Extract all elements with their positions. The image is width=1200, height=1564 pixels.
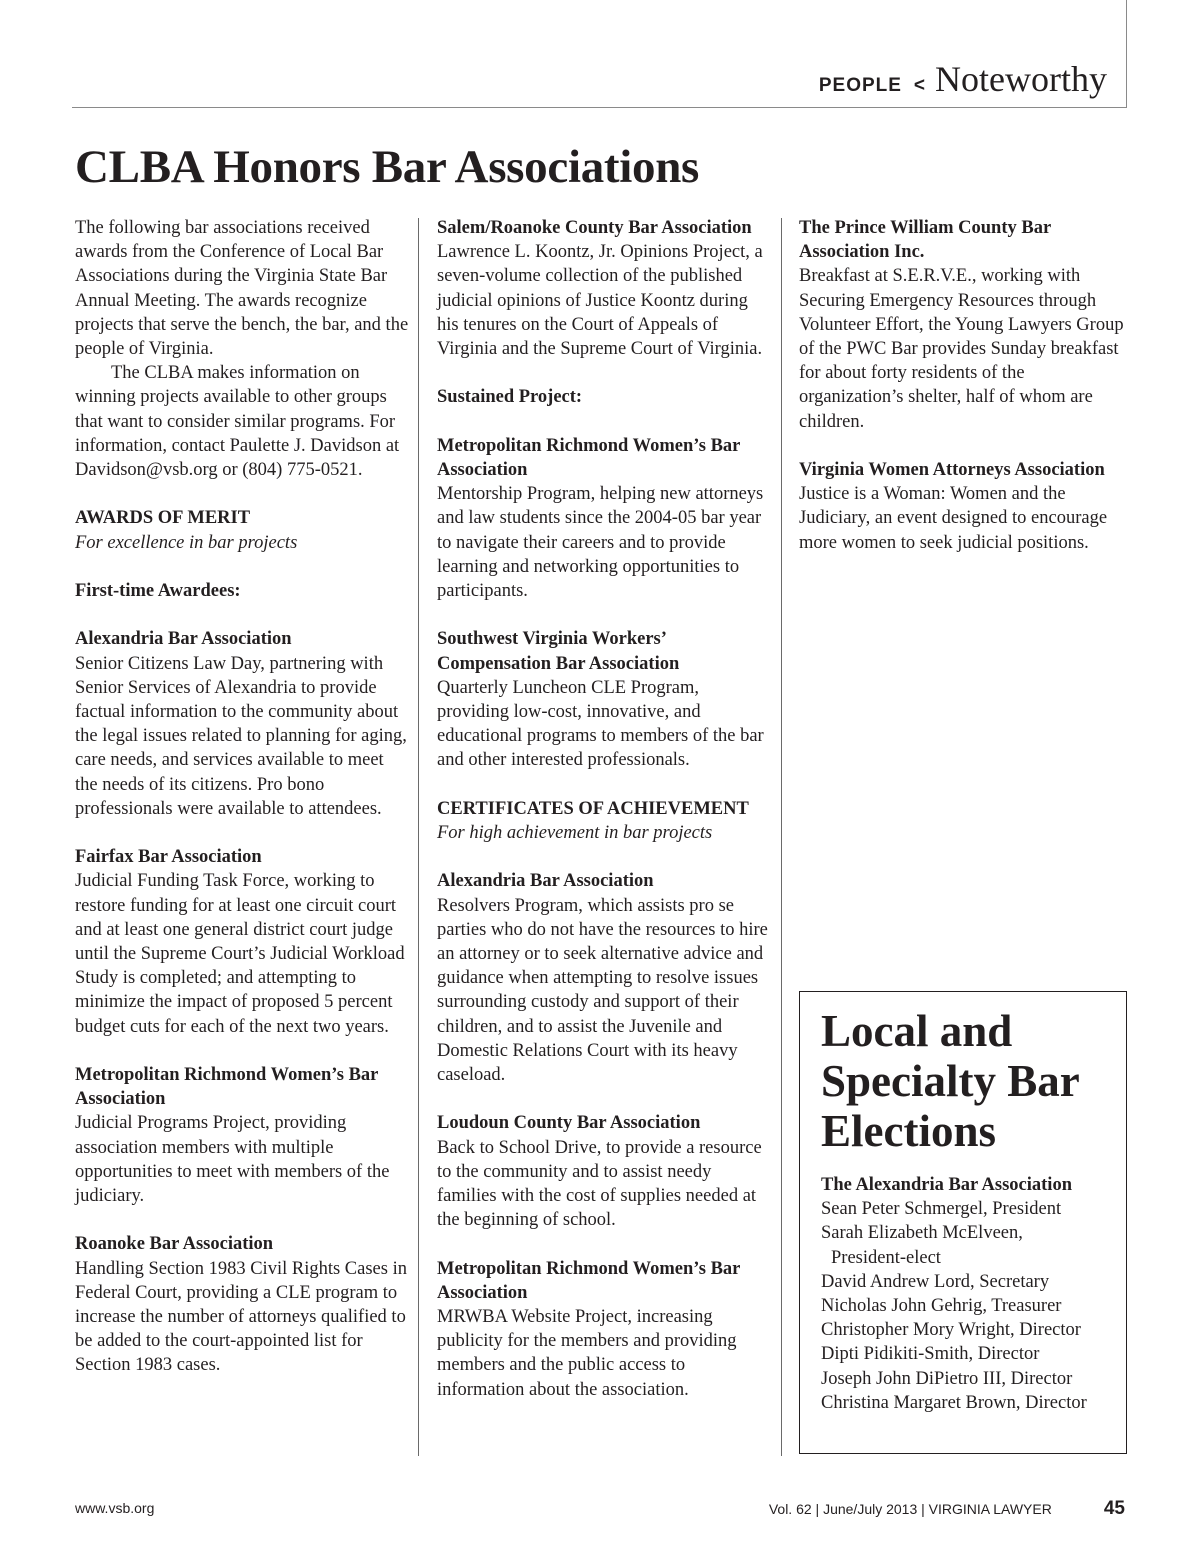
header-side-rule: [1126, 0, 1127, 108]
officer-line: Christina Margaret Brown, Director: [821, 1392, 1087, 1413]
intro-paragraph: The following bar associations received awards from the Conference of Local Bar Associations during the Virginia State Bar Annual Meeting. The awards recognize projects that serve the bench, the bar, and the people of Virginia.: [75, 218, 409, 360]
certificates-heading: CERTIFICATES OF ACHIEVEMENT: [437, 798, 749, 819]
column-divider: [781, 218, 782, 1456]
officer-line: Sean Peter Schmergel, President: [821, 1199, 1062, 1220]
officer-line: Dipti Pidikiti-Smith, Director: [821, 1344, 1040, 1365]
section-label: PEOPLE: [818, 75, 902, 96]
entry-description: Handling Section 1983 Civil Rights Cases in Federal Court, providing a CLE program to increase the number of attorneys qualified to be added to the court-appointed list for Section 1983 cases.: [75, 1258, 407, 1376]
entry-description: MRWBA Website Project, increasing publicity for the members and providing members and the public access to information about the association.: [437, 1307, 737, 1400]
awards-subheading: For excellence in bar projects: [75, 532, 298, 553]
footer-issue-info: [769, 1498, 1125, 1520]
entry-name: Loudoun County Bar Association: [437, 1113, 701, 1134]
entry-name: Virginia Women Attorneys Association: [799, 460, 1105, 481]
entry-description: Justice is a Woman: Women and the Judiciary, an event designed to encourage more women to seek judicial positions.: [799, 484, 1108, 553]
entry-name: Fairfax Bar Association: [75, 847, 262, 868]
entry-description: Quarterly Luncheon CLE Program, providing low-cost, innovative, and educational programs to members of the bar and other interested professionals.: [437, 677, 764, 771]
entry-name: Alexandria Bar Association: [75, 629, 292, 650]
certificates-subheading: For high achievement in bar projects: [437, 823, 713, 844]
officer-line: David Andrew Lord, Secretary: [821, 1271, 1050, 1292]
column-1: [75, 216, 410, 1378]
entry-description: Judicial Funding Task Force, working to restore funding for at least one circuit court and at least one general district court judge until the Supreme Court’s Judicial Workload Study is completed; and attempting to minimize the impact of proposed 5 percent budget cuts for each of the next two years.: [75, 871, 405, 1037]
footer-url: www.vsb.org: [75, 1500, 155, 1516]
entry-description: Back to School Drive, to provide a resource to the community and to assist needy families with the cost of supplies needed at the beginning of school.: [437, 1137, 762, 1231]
entry-description: Judicial Programs Project, providing association members with multiple opportunities to meet with members of the judiciary.: [75, 1113, 390, 1207]
entry-name: Southwest Virginia Workers’ Compensation Bar Association: [437, 629, 680, 674]
sidebar-title: Local and Specialty Bar Elections: [821, 1006, 1079, 1156]
entry-description: Breakfast at S.E.R.V.E., working with Securing Emergency Resources through Volunteer Effort, the Young Lawyers Group of the PWC Bar provides Sunday breakfast for about forty residents of the organization’s shelter, half of whom are children.: [799, 266, 1124, 432]
officer-line: Christopher Mory Wright, Director: [821, 1320, 1081, 1341]
entry-description: Resolvers Program, which assists pro se parties who do not have the resources to hire an attorney or to seek alternative advice and guidance when attempting to resolve issues surrounding custody and support of their children, and to assist the Juvenile and Domestic Relations Court with its heavy caseload.: [437, 895, 768, 1086]
entry-name: Alexandria Bar Association: [437, 871, 654, 892]
entry-name: Salem/Roanoke County Bar Association: [437, 218, 752, 238]
sidebar-body: [821, 1173, 1121, 1415]
officer-line: Sarah Elizabeth McElveen,: [821, 1223, 1023, 1244]
officer-line: Nicholas John Gehrig, Treasurer: [821, 1296, 1062, 1317]
header-rule: [72, 107, 1127, 108]
elections-sidebar: [799, 991, 1127, 1454]
officer-line: President-elect: [831, 1247, 941, 1268]
issue-text: Vol. 62 | June/July 2013 | VIRGINIA LAWYER: [768, 1501, 1052, 1517]
entry-description: Lawrence L. Koontz, Jr. Opinions Project, a seven-volume collection of the published judicial opinions of Justice Koontz during his tenures on the Court of Appeals of Virginia and the Supreme Court of Virginia.: [437, 242, 763, 360]
entry-name: Metropolitan Richmond Women’s Bar Association: [437, 1258, 741, 1303]
department-label: Noteworthy: [935, 59, 1107, 99]
running-header: [819, 58, 1107, 100]
page-number: 45: [1103, 1498, 1125, 1519]
entry-name: The Prince William County Bar Association Inc.: [799, 218, 1051, 263]
entry-name: Roanoke Bar Association: [75, 1234, 274, 1255]
header-separator: <: [913, 75, 926, 96]
intro-paragraph-2: The CLBA makes information on winning projects available to other groups that want to consider similar programs. For information, contact Paulette J. Davidson at Davidson@vsb.org or (804) 775-0521.: [75, 363, 400, 481]
column-2: [437, 216, 772, 1402]
officer-line: Joseph John DiPietro III, Director: [821, 1368, 1073, 1389]
entry-name: Metropolitan Richmond Women’s Bar Association: [75, 1065, 379, 1110]
sustained-heading: Sustained Project:: [437, 387, 583, 408]
entry-name: Metropolitan Richmond Women’s Bar Association: [437, 435, 741, 480]
entry-description: Senior Citizens Law Day, partnering with Senior Services of Alexandria to provide factual information to the community about the legal issues related to planning for aging, care needs, and services available to meet the needs of its citizens. Pro bono professionals were available to attendees.: [75, 653, 407, 819]
first-time-heading: First-time Awardees:: [75, 581, 241, 602]
awards-heading: AWARDS OF MERIT: [75, 508, 251, 529]
entry-description: Mentorship Program, helping new attorneys and law students since the 2004-05 bar year to navigate their careers and to provide learning and networking opportunities to participants.: [437, 484, 764, 602]
article-title: CLBA Honors Bar Associations: [75, 141, 700, 193]
column-3: [799, 216, 1129, 555]
column-divider: [418, 218, 419, 1456]
sidebar-org-name: The Alexandria Bar Association: [821, 1175, 1072, 1195]
